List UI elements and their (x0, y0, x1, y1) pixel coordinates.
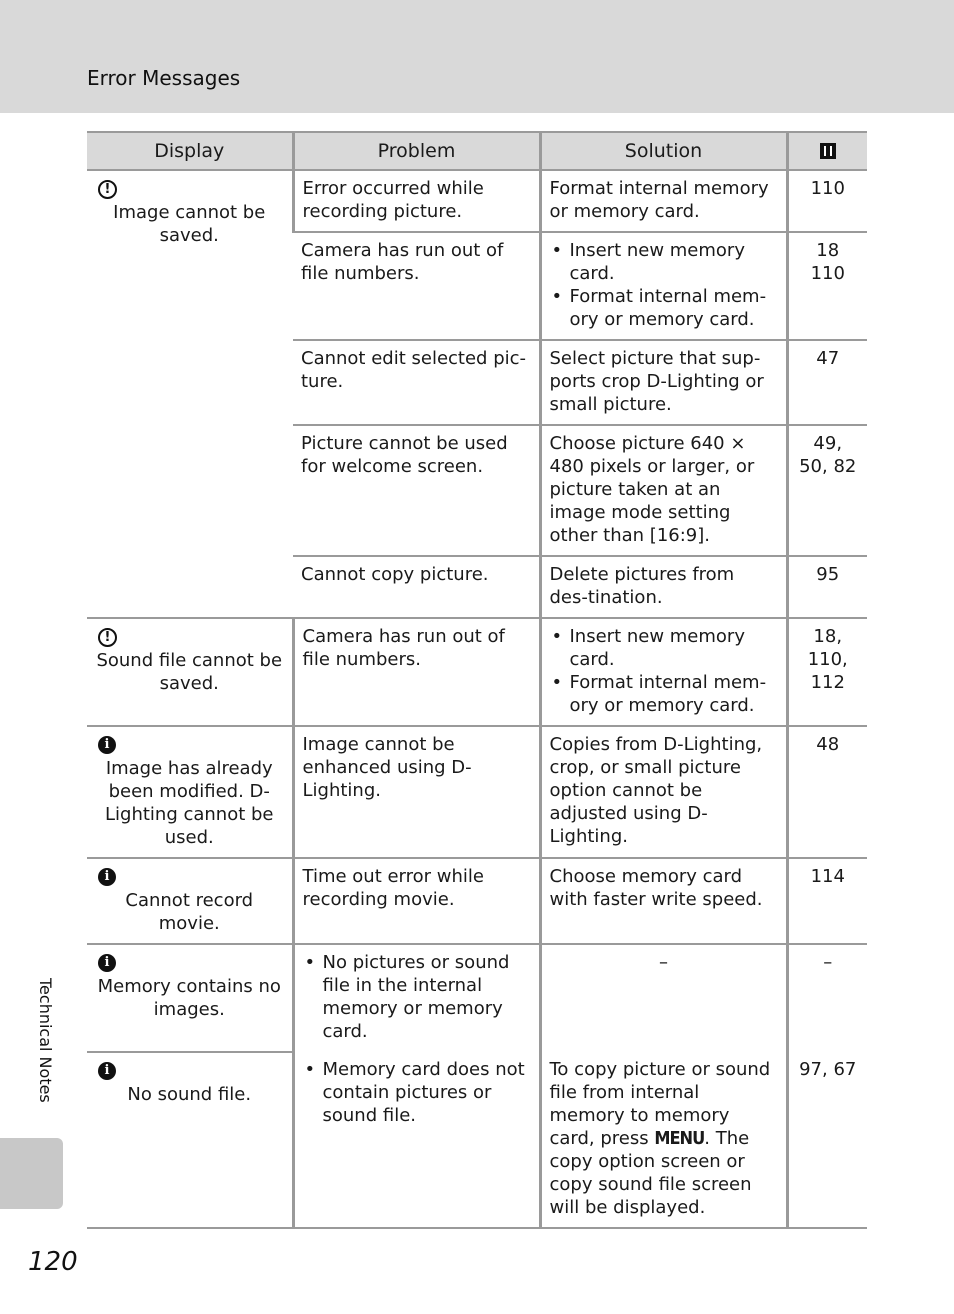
page-number: 120 (28, 1247, 78, 1277)
reference-cell: 110 (787, 170, 867, 232)
display-text: Cannot record movie. (125, 890, 254, 934)
display-cell (87, 170, 293, 618)
display-cell (87, 1052, 293, 1228)
display-text: Image has already been modified. D-Lighting cannot be used. (104, 758, 274, 848)
reference-line: 50, 82 (799, 456, 857, 477)
reference-line: 112 (810, 672, 845, 693)
table-row (87, 618, 867, 726)
solution-cell: Choose memory card with faster write speed. (540, 858, 787, 944)
table-header-row (87, 132, 867, 170)
header-reference (787, 132, 867, 170)
problem-bullet: • No pictures or sound file in the internal memory or memory card. (303, 951, 531, 1043)
problem-cell: Image cannot be enhanced using D-Lighting. (293, 726, 540, 858)
solution-cell: Copies from D-Lighting, crop, or small picture option cannot be adjusted using D-Lighting. (540, 726, 787, 858)
warning-icon: ! (98, 180, 117, 199)
book-reference-icon (820, 143, 836, 159)
problem-cell: Camera has run out of file numbers. (293, 618, 540, 726)
solution-cell (540, 618, 787, 726)
table-row (87, 944, 867, 1052)
solution-text: To copy picture or sound file from internal memory to memory card, press (549, 1059, 771, 1149)
solution-cell: – (540, 944, 787, 1052)
reference-cell: 95 (787, 556, 867, 618)
display-text: No sound file. (127, 1084, 252, 1105)
header-display: Display (87, 132, 293, 170)
reference-line: 110 (810, 263, 845, 284)
problem-cell: Cannot copy picture. (293, 556, 540, 618)
problem-bullet: • Memory card does not contain pictures or sound file. (303, 1058, 531, 1127)
solution-bullet: • Format internal mem-ory or memory card. (550, 285, 778, 331)
display-text: Memory contains no images. (97, 976, 281, 1020)
problem-cell: Camera has run out of file numbers. (293, 232, 540, 340)
info-icon: i (98, 736, 116, 754)
solution-cell (540, 232, 787, 340)
solution-text: . The copy option screen or copy sound file screen will be displayed. (549, 1128, 752, 1218)
problem-cell: Picture cannot be used for welcome screen. (293, 425, 540, 556)
menu-button-glyph: MENU (654, 1128, 705, 1149)
reference-line: 110, (807, 649, 848, 670)
solution-bullet: • Format internal mem-ory or memory card. (550, 671, 778, 717)
solution-cell: Select picture that sup-ports crop D-Lighting or small picture. (540, 340, 787, 425)
problem-cell: Time out error while recording movie. (293, 858, 540, 944)
reference-cell (787, 232, 867, 340)
error-messages-table (87, 131, 867, 1229)
header-problem: Problem (293, 132, 540, 170)
solution-cell (540, 1052, 787, 1228)
solution-cell: Choose picture 640 × 480 pixels or larger, or picture taken at an image mode setting other than [16:9]. (540, 425, 787, 556)
side-section-label: Technical Notes (36, 978, 55, 1103)
table-row (87, 1052, 867, 1228)
header-band (0, 0, 954, 113)
reference-cell: 47 (787, 340, 867, 425)
info-icon: i (98, 1062, 116, 1080)
reference-cell: 48 (787, 726, 867, 858)
reference-cell: 97, 67 (787, 1052, 867, 1228)
solution-cell: Delete pictures from des-tination. (540, 556, 787, 618)
display-cell (87, 858, 293, 944)
section-title: Error Messages (87, 66, 241, 90)
reference-cell (787, 618, 867, 726)
solution-bullet: • Insert new memory card. (550, 239, 778, 285)
display-cell (87, 726, 293, 858)
solution-bullet: • Insert new memory card. (550, 625, 778, 671)
reference-line: 18 (816, 240, 840, 261)
display-text: Image cannot be saved. (113, 202, 266, 246)
display-cell (87, 618, 293, 726)
solution-cell: Format internal memory or memory card. (540, 170, 787, 232)
info-icon: i (98, 868, 116, 886)
warning-icon: ! (98, 628, 117, 647)
problem-cell: Cannot edit selected pic-ture. (293, 340, 540, 425)
table-row (87, 726, 867, 858)
display-text: Sound file cannot be saved. (96, 650, 283, 694)
problem-cell: Error occurred while recording picture. (293, 170, 540, 232)
problem-cell (293, 1052, 540, 1228)
reference-line: 49, (813, 433, 843, 454)
info-icon: i (98, 954, 116, 972)
side-tab (0, 1138, 63, 1209)
reference-cell (787, 425, 867, 556)
header-solution: Solution (540, 132, 787, 170)
table-row (87, 858, 867, 944)
problem-cell (293, 944, 540, 1052)
display-cell (87, 944, 293, 1052)
reference-cell: – (787, 944, 867, 1052)
table-row (87, 170, 867, 232)
reference-cell: 114 (787, 858, 867, 944)
reference-line: 18, (813, 626, 843, 647)
